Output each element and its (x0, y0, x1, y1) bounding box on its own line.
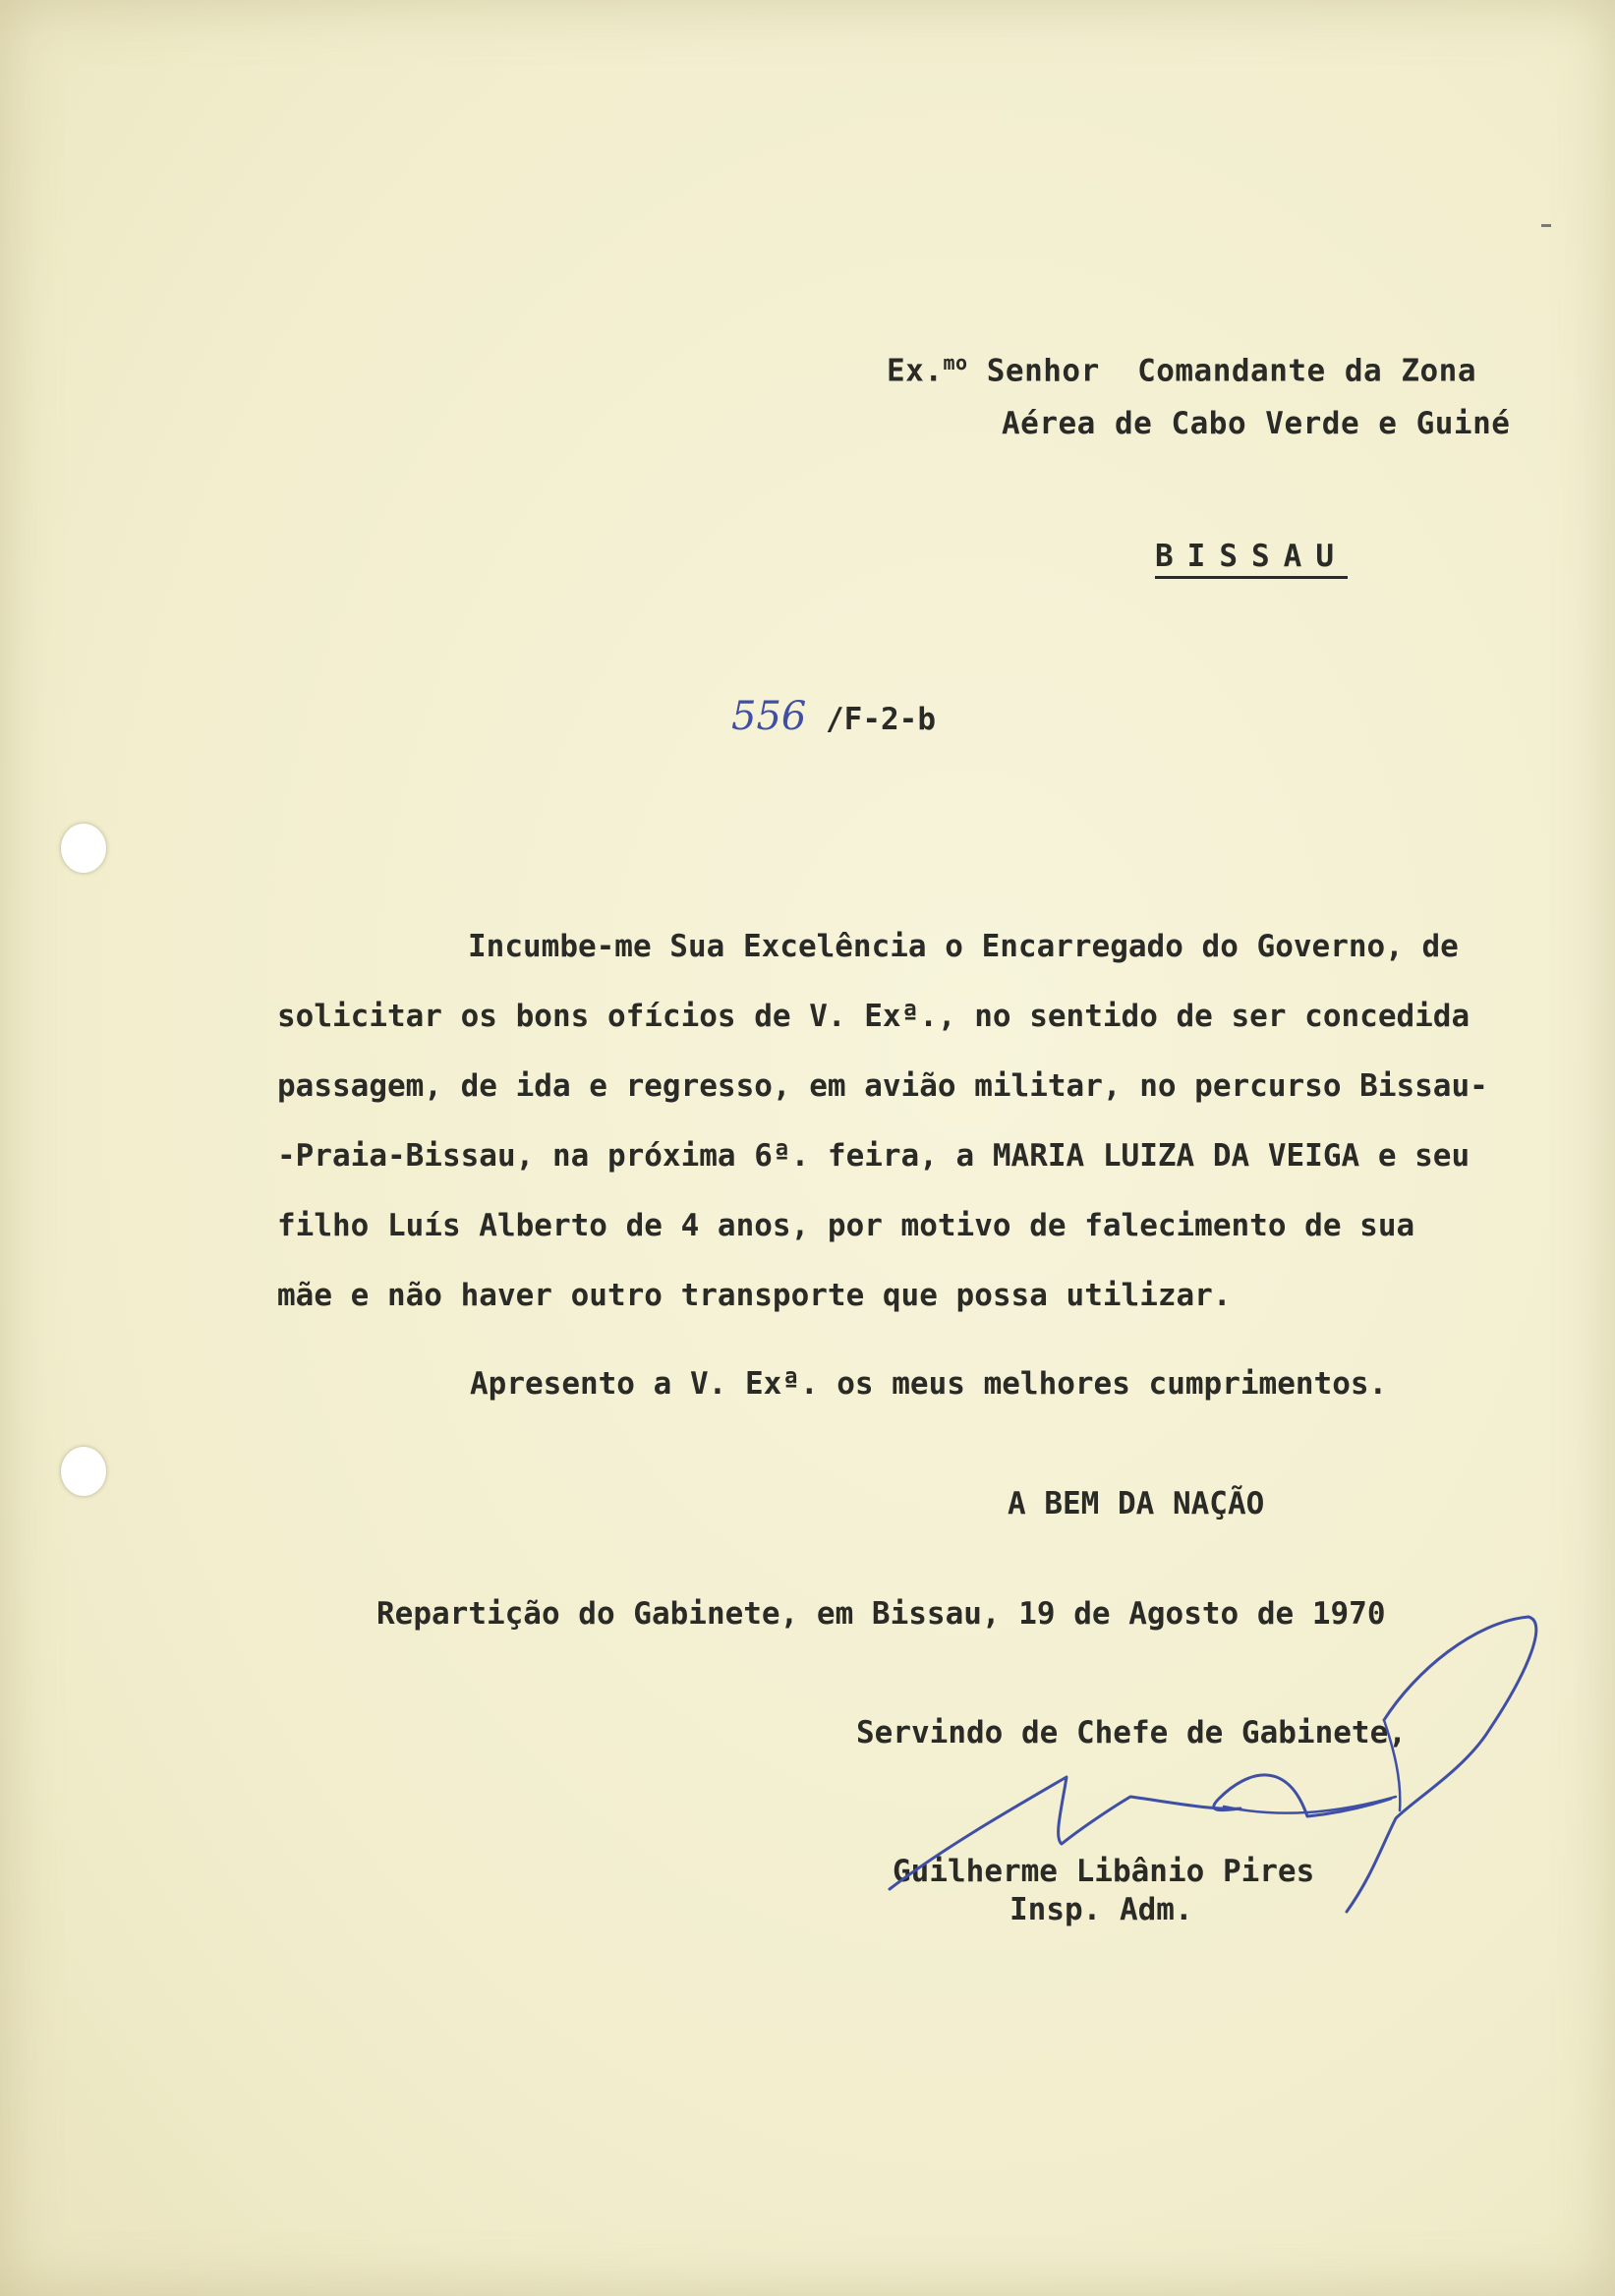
body-line-2: solicitar os bons ofícios de V. Exª., no sentido de ser concedida (277, 999, 1471, 1034)
signatory-role: Servindo de Chefe de Gabinete, (856, 1715, 1407, 1751)
place-and-date: Repartição do Gabinete, em Bissau, 19 de Agosto de 1970 (376, 1596, 1386, 1632)
city-heading: BISSAU (1155, 539, 1348, 579)
addressee-line-1-text: Senhor Comandante da Zona (967, 353, 1477, 389)
body-line-5: filho Luís Alberto de 4 anos, por motivo de falecimento de sua (277, 1208, 1415, 1243)
addressee-line-1 (887, 351, 1476, 388)
addressee-prefix-superscript: mo (943, 351, 968, 374)
handwritten-reference-number: 556 (731, 694, 807, 739)
closing-line: Apresento a V. Exª. os meus melhores cumprimentos. (470, 1366, 1388, 1402)
punch-hole-bottom (61, 1447, 106, 1496)
signatory-title: Insp. Adm. (1009, 1892, 1193, 1927)
body-line-1: Incumbe-me Sua Excelência o Encarregado do Governo, de (468, 929, 1459, 964)
body-line-6: mãe e não haver outro transporte que possa utilizar. (277, 1278, 1232, 1313)
reference-code: /F-2-b (826, 702, 936, 737)
signatory-name: Guilherme Libânio Pires (893, 1854, 1315, 1889)
stray-mark (1541, 224, 1551, 227)
body-line-3: passagem, de ida e regresso, em avião militar, no percurso Bissau- (277, 1068, 1488, 1104)
body-line-4: -Praia-Bissau, na próxima 6ª. feira, a MARIA LUIZA DA VEIGA e seu (277, 1138, 1471, 1174)
addressee-line-2: Aérea de Cabo Verde e Guiné (1002, 406, 1511, 441)
motto: A BEM DA NAÇÃO (1008, 1486, 1265, 1521)
punch-hole-top (61, 824, 106, 873)
addressee-prefix: Ex. (887, 353, 944, 389)
